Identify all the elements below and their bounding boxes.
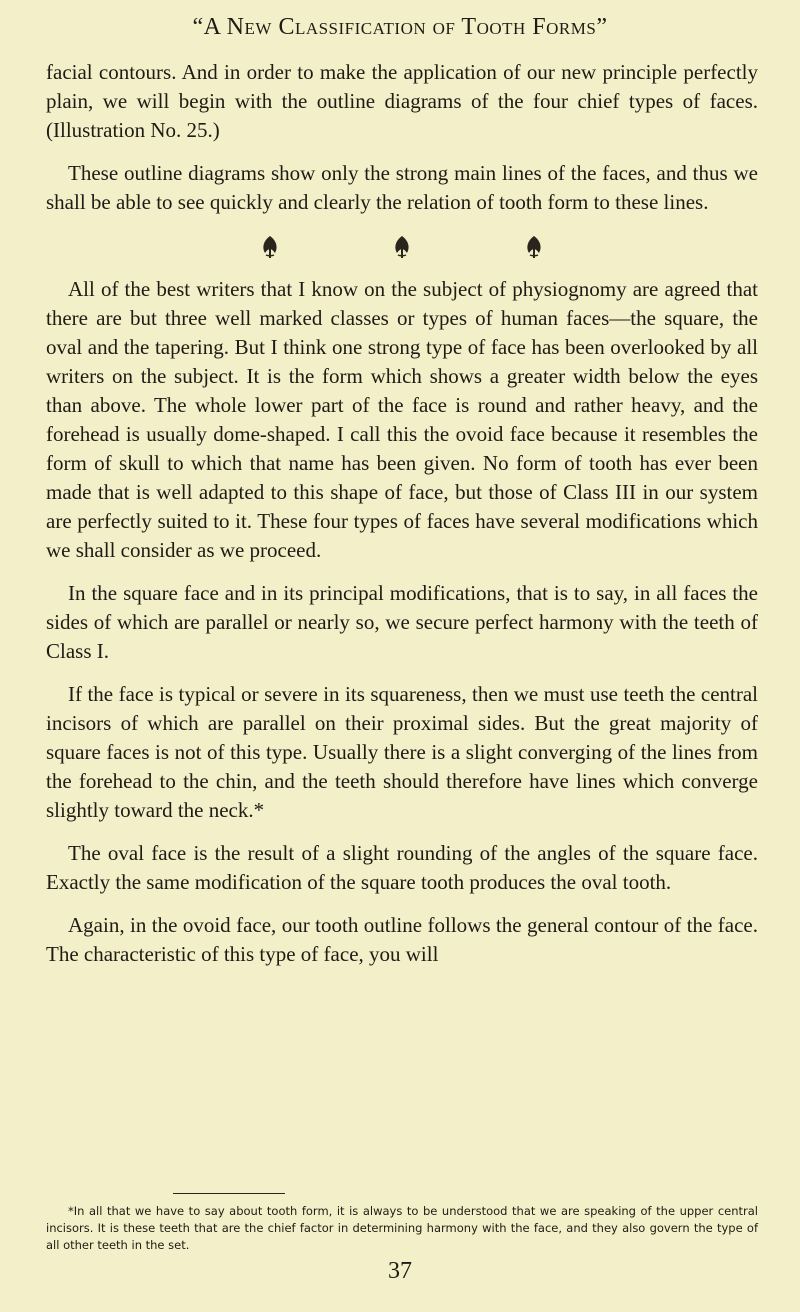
footnote-divider	[173, 1193, 285, 1194]
paragraph: In the square face and in its principal modifications, that is to say, in all faces the sides of which are parallel or nearly so, we secure perfect harmony with the teeth of Class I.	[46, 581, 758, 663]
footnote: *In all that we have to say about tooth form, it is always to be understood that we are speaking of the upper central incisors. It is these teeth that are the chief factor in determining harmony with the face, and they also govern the type of all other teeth in the set.	[46, 1204, 758, 1252]
paragraph: If the face is typical or severe in its squareness, then we must use teeth the central incisors of which are parallel on their proximal sides. But the great majority of square faces is not of this type. Usually there is a slight converging of the lines from the forehead to the chin, and the teeth should therefore have lines which converge slightly toward the neck.*	[46, 682, 758, 822]
leaf-ornament-icon	[523, 234, 545, 260]
leaf-ornament-icon	[391, 234, 413, 260]
paragraph: All of the best writers that I know on the subject of physiognomy are agreed that there are but three well marked classes or types of human faces—the square, the oval and the tapering. But I think one strong type of face has been overlooked by all writers on the subject. It is the form which shows a greater width below the eyes than above. The whole lower part of the face is round and rather heavy, and the forehead is usually dome-shaped. I call this the ovoid face because it resembles the form of skull to which that name has been given. No form of tooth has ever been made that is well adapted to this shape of face, but those of Class III in our system are perfectly suited to it. These four types of faces have several modifications which we shall consider as we proceed.	[46, 277, 758, 562]
body-text	[46, 58, 758, 983]
running-head: “A New Classification of Tooth Forms”	[192, 14, 608, 40]
paragraph: The oval face is the result of a slight rounding of the angles of the square face. Exactly the same modification of the square tooth produces the oval tooth.	[46, 841, 758, 894]
page-number: 37	[388, 1258, 412, 1284]
leaf-ornament-icon	[259, 234, 281, 260]
paragraph: Again, in the ovoid face, our tooth outline follows the general contour of the face. The characteristic of this type of face, you will	[46, 913, 758, 966]
paragraph: These outline diagrams show only the strong main lines of the faces, and thus we shall be able to see quickly and clearly the relation of tooth form to these lines.	[46, 161, 758, 214]
section-break-ornaments	[46, 231, 758, 263]
paragraph: facial contours. And in order to make the application of our new principle perfectly plain, we will begin with the outline diagrams of the four chief types of faces. (Illustration No. 25.)	[46, 60, 758, 142]
